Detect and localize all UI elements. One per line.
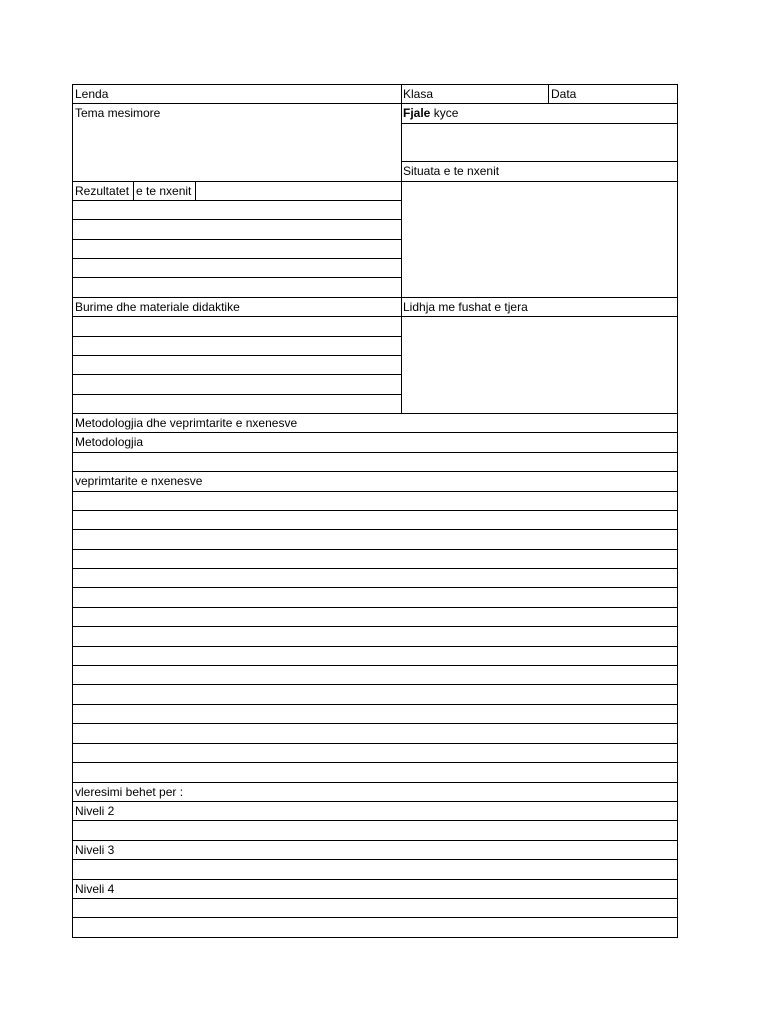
row-line [72, 432, 678, 433]
row-line [72, 801, 678, 802]
situata-label: Situata e te nxenit [403, 164, 500, 178]
metodologjia-heading: Metodologjia dhe veprimtarite e nxenesve [75, 416, 298, 430]
row-line [401, 181, 678, 182]
row-line [72, 529, 678, 530]
row-line [72, 336, 402, 337]
niveli-2-label: Niveli 2 [75, 804, 115, 818]
row-line [72, 297, 678, 298]
kyce-text: kyce [430, 106, 459, 120]
row-line [72, 219, 402, 220]
row-line [72, 413, 678, 414]
veprimtarite-label: veprimtarite e nxenesve [75, 474, 203, 488]
row-line [72, 684, 678, 685]
rezultatet-inner-divider [133, 181, 134, 200]
row-line [72, 626, 678, 627]
row-line [72, 549, 678, 550]
rezultatet-label: Rezultatet [75, 184, 130, 198]
row-line [72, 568, 678, 569]
fjale-kyce-label [403, 106, 458, 120]
form-bottom-border [72, 937, 678, 938]
fjale-bold-text: Fjale [403, 106, 431, 120]
row-line [72, 471, 678, 472]
row-line [72, 743, 678, 744]
row-line [72, 820, 678, 821]
vleresimi-label: vleresimi behet per : [75, 785, 184, 799]
row-line [72, 587, 678, 588]
row-line [72, 917, 678, 918]
klasa-data-divider [548, 84, 549, 104]
row-line [72, 510, 678, 511]
row-line [72, 277, 402, 278]
row-line [72, 898, 678, 899]
row-line [72, 374, 402, 375]
row-line [72, 239, 402, 240]
row-line [401, 123, 678, 124]
row-line [72, 607, 678, 608]
form-right-border [677, 84, 678, 938]
row-line [72, 316, 678, 317]
row-line [72, 452, 678, 453]
row-line [401, 161, 678, 162]
row-line [72, 704, 678, 705]
form-left-border [72, 84, 73, 938]
rezultatet-inner-divider [195, 181, 196, 200]
data-label: Data [551, 87, 577, 101]
row-line [72, 355, 402, 356]
form-top-border [72, 84, 678, 85]
niveli-3-label: Niveli 3 [75, 843, 115, 857]
row-line [72, 723, 678, 724]
row-line [72, 200, 402, 201]
lidhja-label: Lidhja me fushat e tjera [403, 300, 528, 314]
row-line [72, 665, 678, 666]
row-line [72, 879, 678, 880]
row-line [72, 258, 402, 259]
column-divider [401, 84, 402, 414]
row-line [72, 181, 402, 182]
burime-label: Burime dhe materiale didaktike [75, 300, 240, 314]
klasa-label: Klasa [403, 87, 434, 101]
tema-mesimore-label: Tema mesimore [75, 106, 161, 120]
lenda-label: Lenda [75, 87, 109, 101]
row-line [72, 762, 678, 763]
row-line [72, 840, 678, 841]
row-line [72, 394, 402, 395]
niveli-4-label: Niveli 4 [75, 882, 115, 896]
metodologjia-label: Metodologjia [75, 435, 144, 449]
row-line [72, 646, 678, 647]
row-line [72, 782, 678, 783]
row-line [72, 491, 678, 492]
te-nxenit-label: e te nxenit [136, 184, 192, 198]
row-line [72, 859, 678, 860]
row-line [72, 103, 678, 104]
